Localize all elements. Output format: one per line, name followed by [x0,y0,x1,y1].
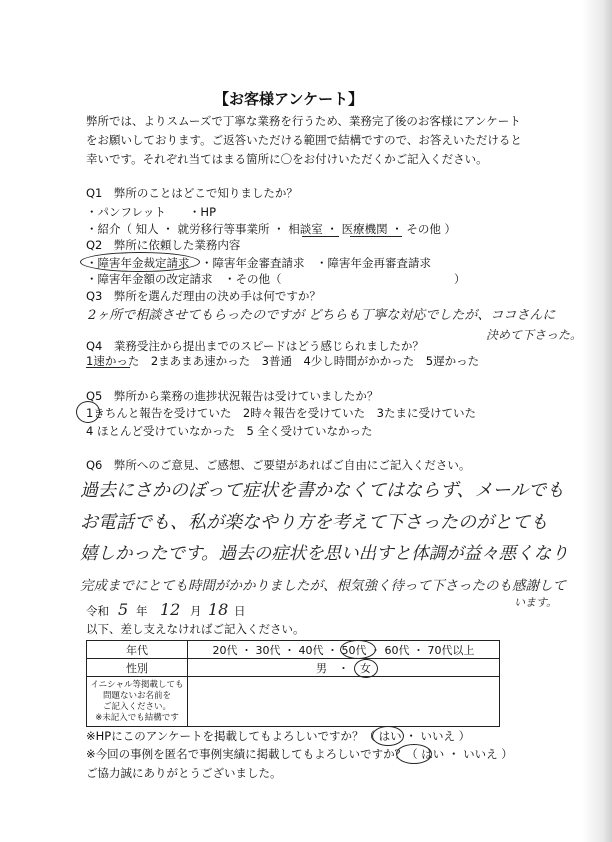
q5-label: Q5 弊所から業務の進捗状況報告は受けていましたか？ [86,389,379,403]
q5-answer-circle [76,401,100,423]
q2-options-2[interactable]: ・障害年金額の改定請求 ・その他（ ） [86,272,466,286]
respondent-info-table [86,640,500,727]
date-era: 令和 [86,604,109,618]
q2-options-1[interactable]: ・障害年金裁定請求 ・障害年金審査請求 ・障害年金再審査請求 [86,256,431,270]
page-title: 【お客様アンケート】 [214,90,364,108]
intro-line-2: をお願いしております。ご返答いただける範囲で結構ですので、お答えいただけると [86,133,522,147]
sex-label: 性別 [87,659,188,677]
q6-answer-line-5: います。 [514,596,558,609]
publish-hp-answer-circle [372,726,404,746]
q5-options-2[interactable]: 4 ほとんど受けていなかった 5 全く受けていなかった [86,424,373,438]
q6-answer-line-4: 完成までにとても時間がかかりましたが、根気強く待って下さったのも感謝して [80,578,566,594]
q1-label: Q1 弊所のことはどこで知りましたか？ [86,186,298,200]
name-label-line-2: 問題ないお名前を [102,690,171,701]
thanks-text: ご協力誠にありがとうございました。 [86,766,282,780]
fill-note: 以下、差し支えなければご記入ください。 [86,622,305,636]
name-label-line-3: ご記入ください。 [102,701,171,712]
q6-label: Q6 弊所へのご意見、ご感想、ご要望があればご自由にご記入ください。 [86,458,471,472]
name-field[interactable] [188,677,500,727]
q1-underline-iryokikan [350,236,402,237]
date-year-unit: 年 [136,604,148,618]
q4-options[interactable]: 1速かった 2まあまあ速かった 3普通 4少し時間がかかった 5遅かった [86,354,480,368]
sex-answer-circle [354,659,378,678]
q5-options-1[interactable]: 1きちんと報告を受けていた 2時々報告を受けていた 3たまに受けていた [86,406,476,420]
name-label-line-4: ※未記入でも結構です [95,712,179,723]
publish-case-answer-circle [396,744,432,764]
intro-line-3: 幸いです。それぞれ当てはまる箇所に〇をお付けいただくかご記入ください。 [86,152,488,166]
date-day-unit: 日 [234,604,246,618]
q3-handwritten-answer-2: 決めて下さった。 [486,328,583,342]
q2-answer-circle [80,252,200,272]
age-options[interactable]: 20代 ・ 30代 ・ 40代 ・ 50代 ・ 60代 ・ 70代以上 [188,641,500,659]
date-day[interactable]: 18 [208,600,229,619]
sex-options[interactable]: 男 ・ 女 [188,659,500,677]
publish-hp-question[interactable]: ※HPにこのアンケートを掲載してもよろしいですか？（ はい ・ いいえ ） [86,729,471,743]
q4-underline-answer [86,367,130,368]
date-month-unit: 月 [190,604,202,618]
q4-label: Q4 業務受注から提出までのスピードはどう感じられましたか？ [86,339,424,353]
age-answer-circle [340,640,376,659]
intro-line-1: 弊所では、よりスムーズで丁寧な業務を行うため、業務完了後のお客様にアンケート [86,114,521,128]
date-month[interactable]: 12 [160,600,181,619]
date-year[interactable]: 5 [118,600,129,619]
q1-underline-soudanshitsu [302,236,339,237]
q6-answer-line-1: 過去にさかのぼって症状を書かなくてはならず、メールでも [80,480,565,501]
name-label-line-1: イニシャル等掲載しても [90,679,184,690]
age-label: 年代 [87,641,188,659]
q6-answer-line-2: お電話でも、私が楽なやり方を考えて下さったのがとても [80,512,548,533]
q1-options-1[interactable]: ・パンフレット ・HP [86,205,217,219]
q6-answer-line-3: 嬉しかったです。過去の症状を思い出すと体調が益々悪くなり [80,544,569,564]
scan-edge-shadow [582,0,612,842]
q3-label: Q3 弊所を選んだ理由の決め手は何ですか？ [86,289,321,303]
name-label [87,677,188,727]
q2-label: Q2 弊所に依頼した業務内容 [86,238,241,252]
q3-handwritten-answer-1: 2ヶ所で相談させてもらったのですが どちらも丁寧な対応でしたが、ココさんに [88,308,556,323]
publish-case-question[interactable]: ※今回の事例を匿名で事例実績に掲載してもよろしいですか？（ はい ・ いいえ ） [86,747,513,761]
q1-options-2[interactable]: ・紹介（ 知人 ・ 就労移行等事業所 ・ 相談室 ・ 医療機関 ・ その他 ） [86,222,457,236]
